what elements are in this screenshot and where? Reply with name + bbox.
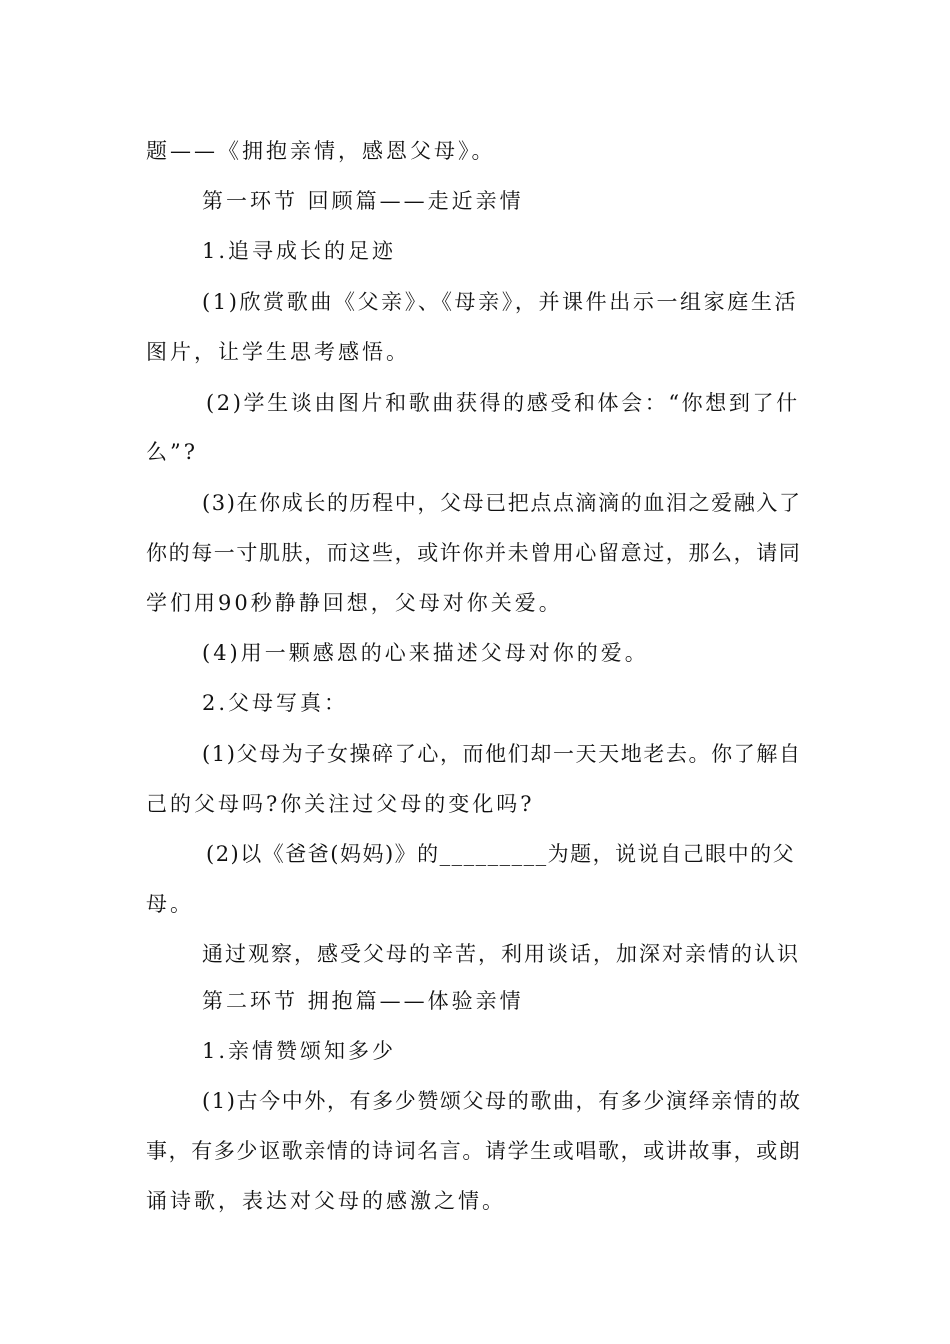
section-heading: 第一环节 回顾篇——走近亲情 [202, 189, 524, 213]
text-line: (1)古今中外，有多少赞颂父母的歌曲，有多少演绎亲情的故 [202, 1089, 802, 1113]
text-line: 通过观察，感受父母的辛苦，利用谈话，加深对亲情的认识 [202, 942, 800, 966]
text-line: (4)用一颗感恩的心来描述父母对你的爱。 [202, 641, 649, 665]
text-line: (2)学生谈由图片和歌曲获得的感受和体会：“你想到了什 [206, 391, 800, 415]
text-line: 事，有多少讴歌亲情的诗词名言。请学生或唱歌，或讲故事，或朗 [146, 1139, 802, 1163]
text-line: 己的父母吗?你关注过父母的变化吗? [146, 792, 535, 816]
text-line: (3)在你成长的历程中，父母已把点点滴滴的血泪之爱融入了 [202, 491, 802, 515]
text-line: 学们用90秒静静回想，父母对你关爱。 [146, 591, 563, 615]
text-line: 母。 [146, 892, 194, 916]
text-line: 图片，让学生思考感悟。 [146, 340, 410, 364]
section-heading: 第二环节 拥抱篇——体验亲情 [202, 989, 524, 1013]
text-line: 诵诗歌，表达对父母的感激之情。 [146, 1189, 506, 1213]
text-line: 你的每一寸肌肤，而这些，或许你并未曾用心留意过，那么，请同 [146, 541, 802, 565]
text-line: 么”? [146, 440, 198, 464]
text-line: 题——《拥抱亲情，感恩父母》。 [146, 139, 496, 163]
subsection-heading: 1.亲情赞颂知多少 [202, 1039, 397, 1063]
subsection-heading: 1.追寻成长的足迹 [202, 239, 397, 263]
text-line: (1)欣赏歌曲《父亲》、《母亲》，并课件出示一组家庭生活 [202, 290, 799, 314]
subsection-heading: 2.父母写真： [202, 691, 349, 715]
text-line: (2)以《爸爸(妈妈)》的_________为题，说说自己眼中的父 [206, 842, 796, 866]
text-line: (1)父母为子女操碎了心，而他们却一天天地老去。你了解自 [202, 742, 802, 766]
